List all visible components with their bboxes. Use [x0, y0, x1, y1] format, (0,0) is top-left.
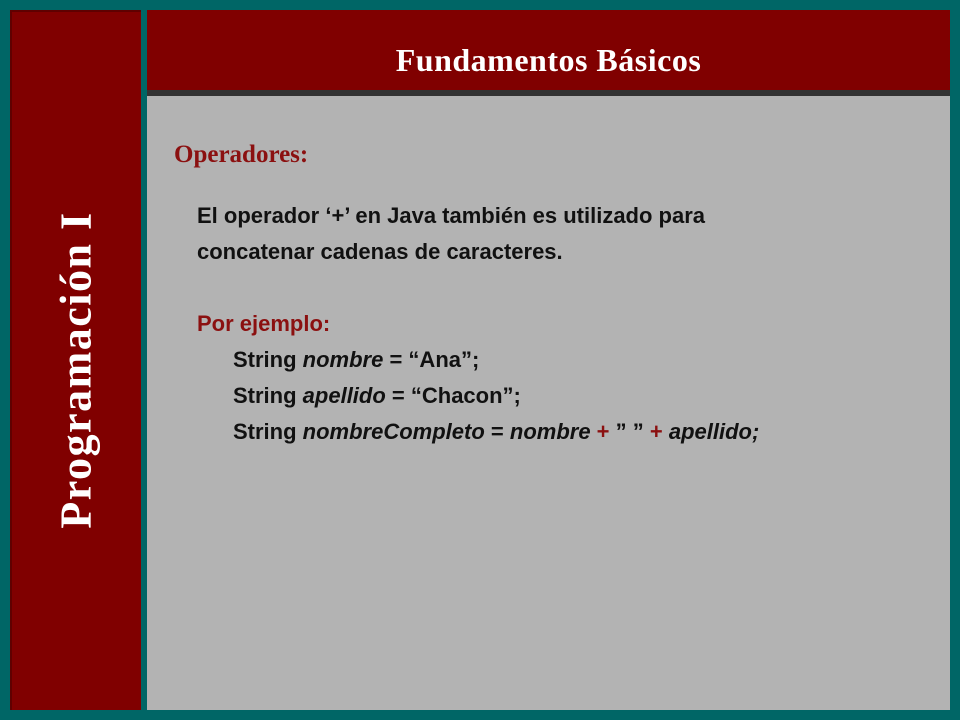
code-variable: nombre	[302, 347, 384, 372]
code-line-3	[197, 414, 917, 450]
code-equals: =	[484, 419, 510, 444]
code-line-1	[197, 342, 917, 378]
slide-header	[147, 10, 950, 96]
code-type: String	[233, 383, 303, 408]
code-variable: nombreCompleto	[302, 419, 485, 444]
sidebar	[10, 10, 141, 710]
code-rest: = “Ana”;	[383, 347, 480, 372]
code-line-2	[197, 378, 917, 414]
code-rest: = “Chacon”;	[385, 383, 521, 408]
code-plus-operator-2: +	[649, 419, 663, 444]
code-space-literal: ” ”	[609, 419, 650, 444]
slide-body	[197, 198, 917, 450]
code-variable-3: apellido;	[668, 419, 760, 444]
example-label: Por ejemplo:	[197, 311, 331, 336]
code-type: String	[233, 419, 303, 444]
body-line-2: concatenar cadenas de caracteres.	[197, 239, 563, 264]
section-heading: Operadores:	[174, 141, 309, 168]
sidebar-title: Programación I	[51, 211, 100, 529]
slide-title: Fundamentos Básicos	[395, 42, 702, 78]
code-type: String	[233, 347, 303, 372]
code-variable: apellido	[302, 383, 386, 408]
code-variable-2: nombre	[509, 419, 591, 444]
code-plus-operator: +	[590, 419, 610, 444]
body-line-1: El operador ‘+’ en Java también es utilizado para	[197, 203, 706, 228]
slide-content	[147, 10, 950, 710]
spacer	[197, 270, 917, 306]
